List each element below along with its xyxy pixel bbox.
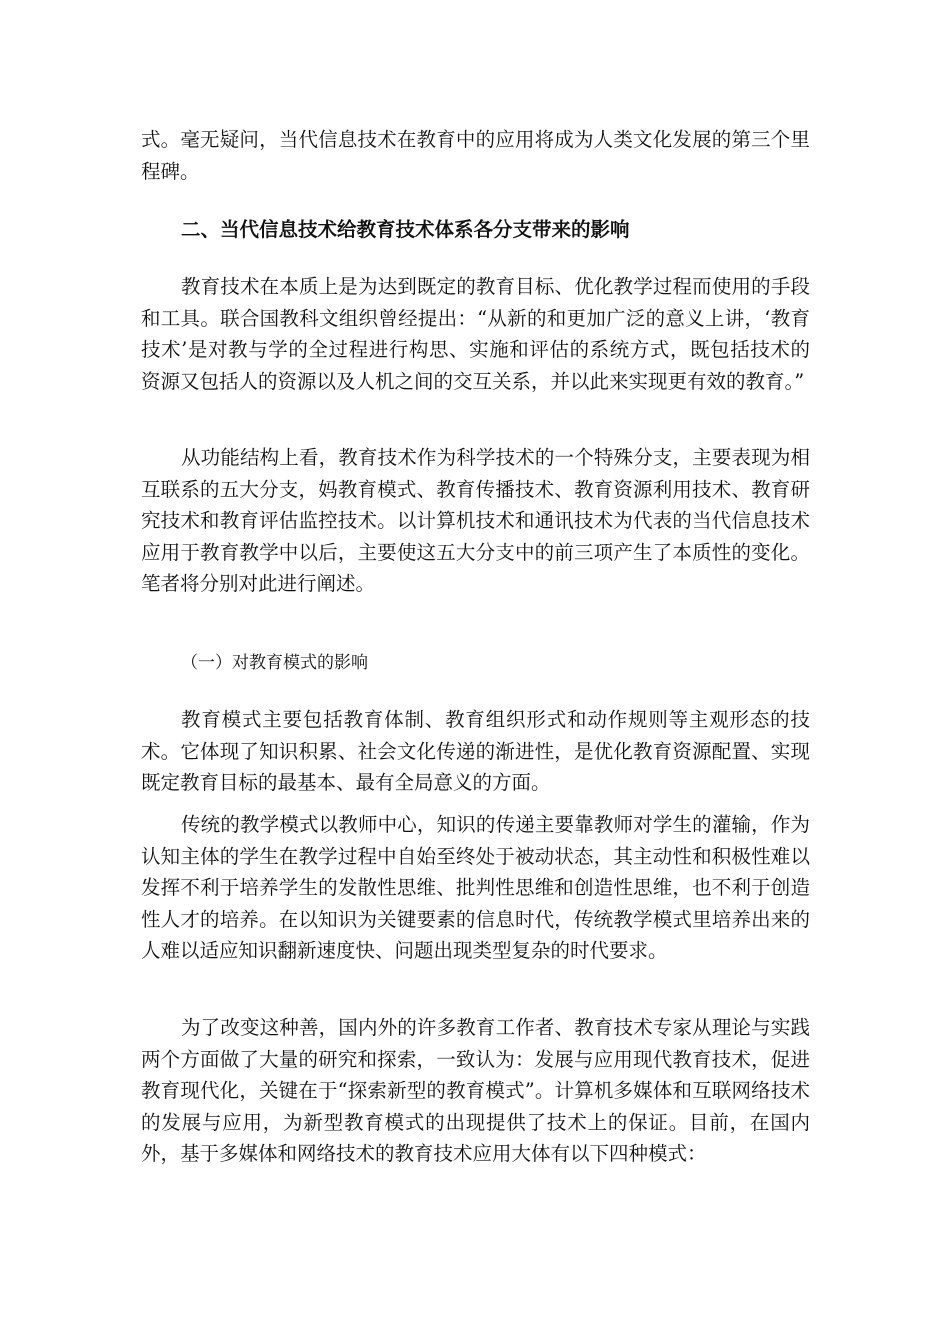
paragraph-education-mode: 教育模式主要包括教育体制、教育组织形式和动作规则等主观形态的技术。它体现了知识积累、社会文化传递的渐进性，是优化教育资源配置、实现既定教育目标的最基本、最有全局意义的方面。 — [141, 708, 810, 794]
paragraph-educational-technology: 教育技术在本质上是为达到既定的教育目标、优化教学过程而使用的手段和工具。联合国教科文组织曾经提出：“从新的和更加广泛的意义上讲，‘教育技术’是对教与学的全过程进行构思、实施和评估的系统方式，既包括技术的资源又包括人的资源以及人机之间的交互关系，并以此来实现更有效的教育。” — [141, 275, 810, 393]
paragraph-functional-structure: 从功能结构上看，教育技术作为科学技术的一个特殊分支，主要表现为相互联系的五大分支，妈教育模式、教育传播技术、教育资源利用技术、教育研究技术和教育评估监控技术。以计算机技术和通讯技术为代表的当代信息技术应用于教育教学中以后，主要使这五大分支中的前三项产生了本质性的变化。笔者将分别对此进行阐述。 — [141, 446, 810, 595]
paragraph-traditional-teaching: 传统的教学模式以教师中心，知识的传递主要靠教师对学生的灌输，作为认知主体的学生在教学过程中自始至终处于被动状态，其主动性和积极性难以发挥不利于培养学生的发散性思维、批判性思维和创造性思维，也不利于创造性人才的培养。在以知识为关键要素的信息时代，传统教学模式里培养出来的人难以适应知识翻新速度快、问题出现类型复杂的时代要求。 — [141, 813, 810, 962]
paragraph-new-mode: 为了改变这种善，国内外的许多教育工作者、教育技术专家从理论与实践两个方面做了大量的研究和探索，一致认为：发展与应用现代教育技术，促进教育现代化，关键在于“探索新型的教育模式”。计算机多媒体和互联网络技术的发展与应用，为新型教育模式的出现提供了技术上的保证。目前，在国内外，基于多媒体和网络技术的教育技术应用大体有以下四种模式： — [141, 1016, 810, 1165]
section-heading: 二、当代信息技术给教育技术体系各分支带来的影响 — [181, 218, 630, 241]
continuation-paragraph: 式。毫无疑问，当代信息技术在教育中的应用将成为人类文化发展的第三个里程碑。 — [141, 128, 810, 183]
subsection-heading: （一）对教育模式的影响 — [181, 653, 368, 673]
